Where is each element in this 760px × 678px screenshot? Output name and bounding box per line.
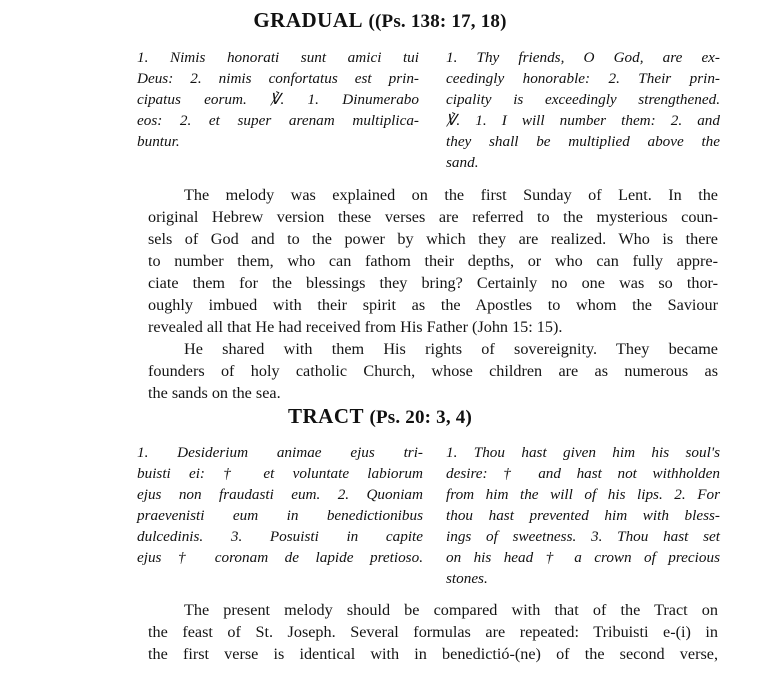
text-line: 1. Nimis honorati sunt amici tui (137, 49, 419, 66)
text-line: desire: † and hast not withholden (446, 465, 720, 482)
paragraph-line: sels of God and to the power by which they are realized. Who is there (148, 230, 718, 248)
paragraph-line: The melody was explained on the first Sunday of Lent. In the (184, 186, 718, 204)
gradual-psalm-reference: ((Ps. 138: 17, 18) (368, 11, 507, 32)
paragraph-line: original Hebrew version these verses are referred to the mysterious coun- (148, 208, 718, 226)
text-line: ℣. 1. I will number them: 2. and (446, 112, 720, 129)
paragraph-line: revealed all that He had received from His Father (John 15: 15). (148, 318, 563, 336)
text-line: praevenisti eum in benedictionibus (137, 507, 423, 524)
gradual-latin-text (137, 47, 419, 152)
text-line: cipality is exceedingly strengthened. (446, 91, 720, 108)
paragraph-line: the feast of St. Joseph. Several formulas are repeated: Tribuisti e-(i) in (148, 623, 718, 641)
gradual-english-text (446, 47, 720, 173)
text-line: Deus: 2. nimis confortatus est prin- (137, 70, 419, 87)
text-line: ings of sweetness. 3. Thou hast set (446, 528, 720, 545)
text-line: thou hast prevented him with bless- (446, 507, 720, 524)
gradual-commentary (148, 184, 718, 404)
text-line: 1. Thy friends, O God, are ex- (446, 49, 720, 66)
paragraph-line: founders of holy catholic Church, whose children are as numerous as (148, 362, 718, 380)
paragraph-line: the first verse is identical with in benedictió-(ne) of the second verse, (148, 645, 718, 663)
tract-heading (0, 404, 760, 429)
tract-english-text (446, 442, 720, 589)
text-line: 1. Desiderium animae ejus tri- (137, 444, 423, 461)
text-line: ceedingly honorable: 2. Their prin- (446, 70, 720, 87)
paragraph-line: to number them, who can fathom their depths, or who can fully appre- (148, 252, 718, 270)
paragraph-line: The present melody should be compared with that of the Tract on (184, 601, 718, 619)
text-line: stones. (446, 570, 488, 587)
tract-title: TRACT (287, 404, 364, 428)
text-line: sand. (446, 154, 479, 171)
paragraph-line: the sands on the sea. (148, 384, 281, 402)
text-line: they shall be multiplied above the (446, 133, 720, 150)
text-line: from him the will of his lips. 2. For (446, 486, 720, 503)
gradual-heading (0, 8, 760, 33)
tract-latin-text (137, 442, 423, 568)
text-line: buntur. (137, 133, 180, 150)
text-line: ejus non fraudasti eum. 2. Quoniam (137, 486, 423, 503)
text-line: on his head † a crown of precious (446, 549, 720, 566)
text-line: ejus † coronam de lapide pretioso. (137, 549, 423, 566)
paragraph-line: ciate them for the blessings they bring? Certainly no one was so thor- (148, 274, 718, 292)
tract-commentary (148, 599, 718, 665)
text-line: dulcedinis. 3. Posuisti in capite (137, 528, 423, 545)
paragraph-line: oughly imbued with their spirit as the Apostles to whom the Saviour (148, 296, 718, 314)
text-line: buisti ei: † et voluntate labiorum (137, 465, 423, 482)
paragraph-line: He shared with them His rights of sovereignity. They became (184, 340, 718, 358)
text-line: cipatus eorum. ℣. 1. Dinumerabo (137, 91, 419, 108)
tract-psalm-reference: (Ps. 20: 3, 4) (369, 407, 472, 428)
text-line: 1. Thou hast given him his soul's (446, 444, 720, 461)
text-line: eos: 2. et super arenam multiplica- (137, 112, 419, 129)
gradual-title: GRADUAL (253, 8, 364, 32)
